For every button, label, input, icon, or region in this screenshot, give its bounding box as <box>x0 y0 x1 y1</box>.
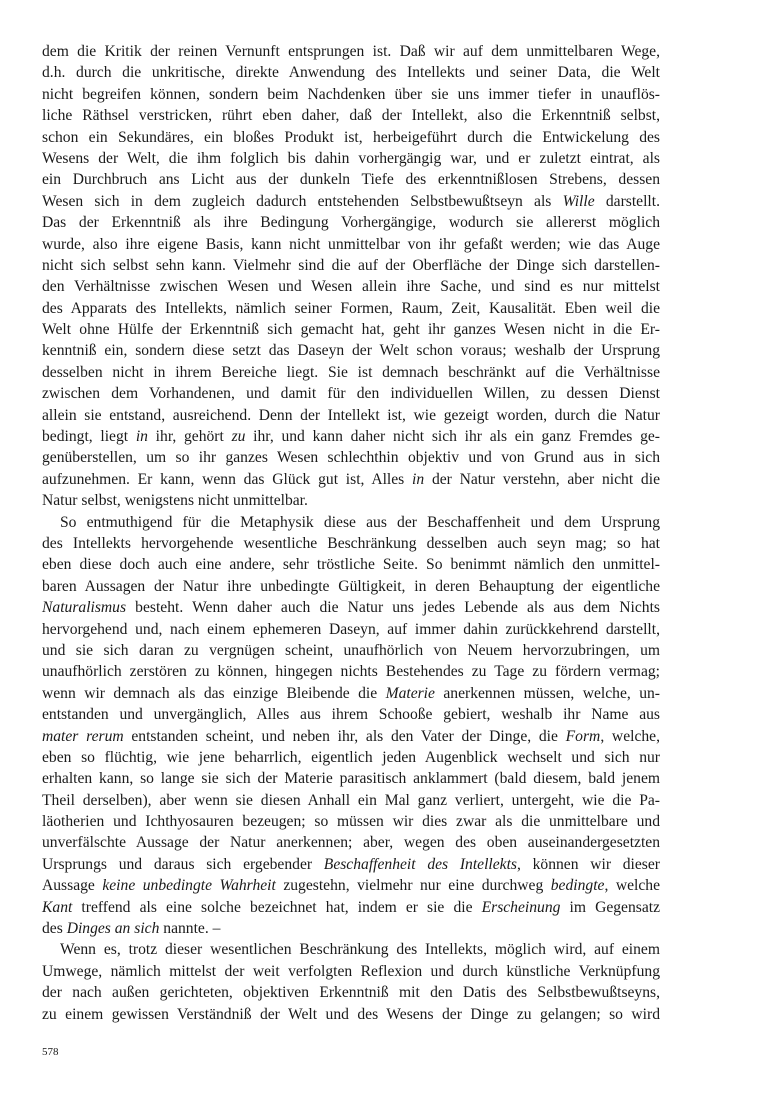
text-line: des Intellekts hervorgehende wesentliche Beschränkung desselben auch seyn mag; so hat <box>42 534 660 552</box>
text-line: Wesen sich in dem zugleich dadurch entstehenden Selbstbewußtseyn als Wille darstellt. <box>42 192 660 210</box>
text-line: unverfälschte Aussage der Natur anerkennen; aber, wegen des oben auseinandergesetzten <box>42 834 660 852</box>
text-line: allein sie entstand, ausreichend. Denn der Intellekt ist, wie gezeigt worden, durch die Natur <box>42 406 660 424</box>
text-line: dem die Kritik der reinen Vernunft entsprungen ist. Daß wir auf dem unmittelbaren Wege, <box>42 43 660 60</box>
text-line: eben so flüchtig, wie jene beharrlich, eigentlich jeden Augenblick wechselt und sich nur <box>42 748 660 766</box>
text-line: Naturalismus besteht. Wenn daher auch die Natur uns jedes Lebende als aus dem Nichts <box>42 599 660 617</box>
text-line: Wenn es, trotz dieser wesentlichen Beschränkung des Intellekts, möglich wird, auf einem <box>60 941 660 959</box>
text-line: zu einem gewissen Verständniß der Welt und des Wesens der Dinge zu gelangen; so wird <box>42 1005 660 1023</box>
text-line: hervorgehend und, nach einem ephemeren Daseyn, auf immer dahin zurückkehrend darstellt, <box>42 620 660 638</box>
text-line: erhalten kann, so lange sie sich der Materie parasitisch anklammert (bald diesem, bald jenem <box>42 770 660 788</box>
text-line: den Verhältnisse zwischen Wesen und Wesen allein ihre Sache, und sind es nur mittelst <box>42 278 660 296</box>
text-line: Das der Erkenntniß als ihre Bedingung Vorhergängige, wodurch sie allererst möglich <box>42 214 660 232</box>
text-line: Welt ohne Hülfe der Erkenntniß sich gemacht hat, geht ihr ganzes Wesen nicht in die Er- <box>42 321 660 339</box>
text-line: Umwege, nämlich mittelst der weit verfolgten Reflexion und durch künstliche Verknüpfung <box>42 962 660 980</box>
text-line: des Dinges an sich nannte. – <box>42 920 221 938</box>
text-line: unaufhörlich zerstören zu können, hingegen nichts Bestehendes zu Tage zu fördern vermag; <box>42 663 660 681</box>
text-line: und sie sich daran zu vergnügen scheint, unaufhörlich von Neuem hervorzubringen, um <box>42 641 660 659</box>
text-line: eben diese doch auch eine andere, sehr tröstliche Seite. So benimmt nämlich den unmittel- <box>42 556 660 574</box>
text-line: der nach außen gerichteten, objektiven Erkenntniß mit den Datis des Selbstbewußtseyns, <box>42 984 660 1002</box>
text-line: nicht sich selbst sehn kann. Vielmehr sind die auf der Oberfläche der Dinge sich darstellen- <box>42 256 660 274</box>
text-line: ein Durchbruch ans Licht aus der dunkeln Tiefe des erkenntnißlosen Strebens, dessen <box>42 171 660 189</box>
text-line: Wesens der Welt, die ihm folglich bis dahin vorhergängig war, und er zuletzt eintrat, als <box>42 149 660 167</box>
text-line: wenn wir demnach als das einzige Bleibende die Materie anerkennen müssen, welche, un- <box>42 684 660 702</box>
page-number: 578 <box>42 1046 59 1058</box>
text-line: nicht begreifen können, sondern beim Nachdenken über sie uns immer tiefer in unauflös- <box>42 85 660 103</box>
text-line: Aussage keine unbedingte Wahrheit zugestehn, vielmehr nur eine durchweg bedingte, welche <box>42 877 661 895</box>
text-line: genüberstellen, um so ihr ganzes Wesen schlechthin objektiv und von Grund aus in sich <box>42 449 660 467</box>
text-line: Natur selbst, wenigstens nicht unmittelbar. <box>42 492 308 510</box>
text-line: Ursprungs und daraus sich ergebender Beschaffenheit des Intellekts, können wir dieser <box>42 855 660 873</box>
text-line: desselben nicht in ihrem Bereiche liegt. Sie ist demnach beschränkt auf die Verhältnisse <box>42 363 660 381</box>
text-line: d.h. durch die unkritische, direkte Anwendung des Intellekts und seiner Data, die Welt <box>42 64 660 82</box>
text-line: baren Aussagen der Natur ihre unbedingte Gültigkeit, in deren Behauptung der eigentliche <box>42 577 660 595</box>
text-line: kenntniß ein, sondern diese setzt das Daseyn der Welt schon voraus; weshalb der Ursprung <box>42 342 660 360</box>
text-line: des Apparats des Intellekts, nämlich seiner Formen, Raum, Zeit, Kausalität. Eben weil die <box>42 299 660 317</box>
text-line: läotherien und Ichthyosauren bezeugen; so müssen wir dies zwar als die unmittelbare und <box>42 813 660 831</box>
text-line: liche Räthsel verstricken, rührt eben daher, daß der Intellekt, also die Erkenntniß selbst, <box>42 107 660 125</box>
text-line: So entmuthigend für die Metaphysik diese aus der Beschaffenheit und dem Ursprung <box>60 513 660 531</box>
text-line: wurde, also ihre eigene Basis, kann nicht unmittelbar von ihr gefaßt werden; wie das Auge <box>42 235 660 253</box>
text-line: bedingt, liegt in ihr, gehört zu ihr, und kann daher nicht sich ihr als ein ganz Fremdes ge- <box>42 428 660 446</box>
text-line: zwischen dem Vorhandenen, und damit für den individuellen Willen, zu dessen Dienst <box>42 385 660 403</box>
text-line: mater rerum entstanden scheint, und neben ihr, als den Vater der Dinge, die Form, welche, <box>42 727 660 745</box>
text-line: Theil derselben), aber wenn sie diesen Anhall ein Mal ganz verliert, untergeht, wie die Pa- <box>42 791 660 809</box>
text-line: entstanden und unvergänglich, Alles aus ihrem Schooße gebiert, weshalb ihr Name aus <box>42 706 660 724</box>
page-body <box>42 41 660 1025</box>
text-line: aufzunehmen. Er kann, wenn das Glück gut ist, Alles in der Natur verstehn, aber nicht die <box>42 470 660 488</box>
text-line: schon ein Sekundäres, ein bloßes Produkt ist, herbeigeführt durch die Entwickelung des <box>42 128 660 146</box>
text-line: Kant treffend als eine solche bezeichnet hat, indem er sie die Erscheinung im Gegensatz <box>42 898 661 916</box>
